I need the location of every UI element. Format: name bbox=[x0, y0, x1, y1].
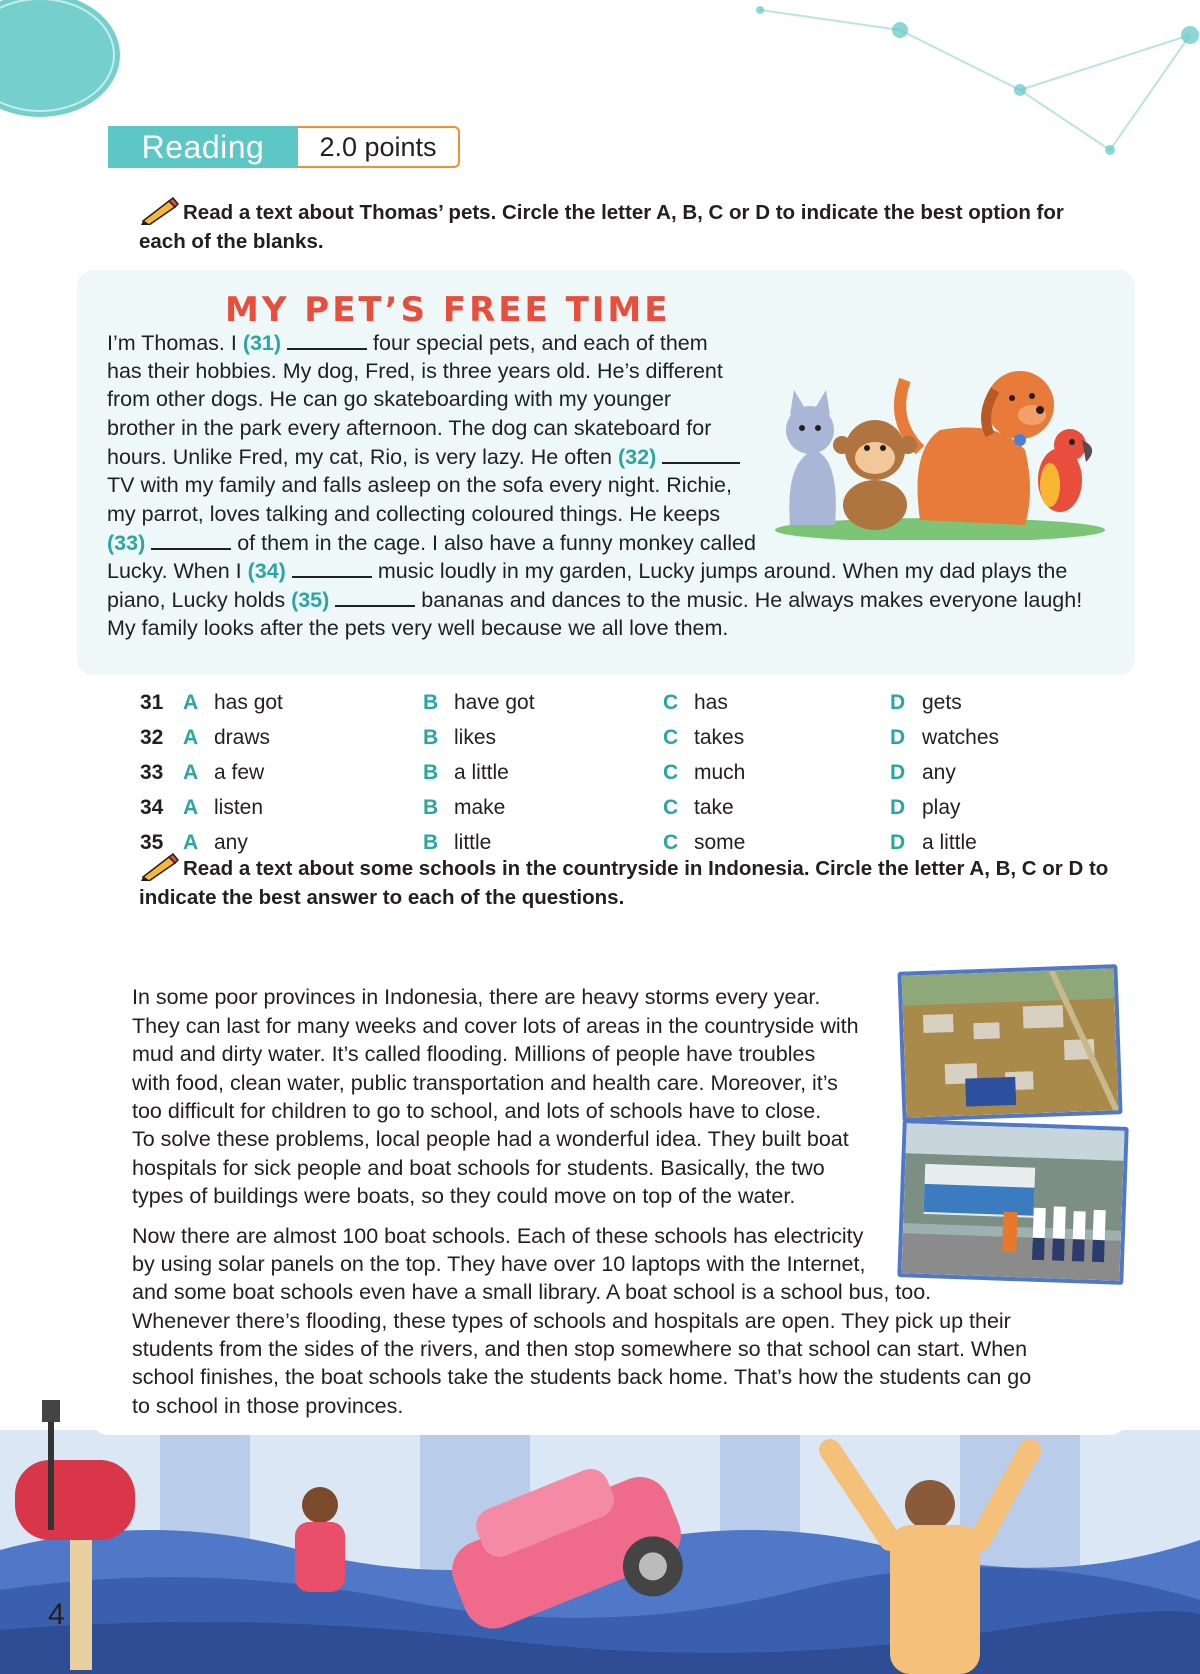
passage-1-line bbox=[107, 557, 1067, 586]
option-text[interactable]: listen bbox=[214, 796, 264, 819]
option-letter[interactable]: A bbox=[183, 796, 199, 819]
passage-1-line bbox=[107, 614, 728, 643]
option-text[interactable]: draws bbox=[214, 726, 271, 749]
question-number: 33 bbox=[140, 761, 164, 784]
passage-2-line: to school in those provinces. bbox=[132, 1394, 404, 1418]
option-letter[interactable]: A bbox=[183, 691, 199, 714]
page-number: 4 bbox=[48, 1598, 65, 1631]
line-text: has their hobbies. My dog, Fred, is three years old. He’s different bbox=[107, 359, 723, 383]
blank-number: (33) bbox=[107, 531, 146, 555]
passage-1-line bbox=[107, 529, 756, 558]
option-letter[interactable]: B bbox=[423, 796, 439, 819]
option-letter[interactable]: A bbox=[183, 831, 199, 854]
option-text[interactable]: take bbox=[694, 796, 734, 819]
passage-1-title: MY PET’S FREE TIME bbox=[225, 290, 671, 330]
option-letter[interactable]: C bbox=[663, 726, 679, 749]
option-letter[interactable]: D bbox=[890, 761, 906, 784]
option-text[interactable]: likes bbox=[454, 726, 497, 749]
line-text: from other dogs. He can go skateboarding with my younger bbox=[107, 387, 672, 411]
section-header bbox=[108, 126, 460, 168]
passage-2-line: with food, clean water, public transportation and health care. Moreover, it’s bbox=[132, 1071, 838, 1095]
question-number: 35 bbox=[140, 831, 164, 854]
passage-2-line: In some poor provinces in Indonesia, there are heavy storms every year. bbox=[132, 985, 821, 1009]
option-letter[interactable]: B bbox=[423, 726, 439, 749]
option-text[interactable]: takes bbox=[694, 726, 745, 749]
answer-blank bbox=[335, 587, 415, 607]
line-text: of them in the cage. I also have a funny monkey called bbox=[231, 531, 756, 555]
blank-number: (34) bbox=[247, 559, 286, 583]
option-letter[interactable]: D bbox=[890, 726, 906, 749]
option-letter[interactable]: B bbox=[423, 691, 439, 714]
line-text: bananas and dances to the music. He always makes everyone laugh! bbox=[415, 588, 1083, 612]
answer-blank bbox=[287, 330, 367, 350]
option-letter[interactable]: A bbox=[183, 726, 199, 749]
blank-number: (35) bbox=[291, 588, 330, 612]
passage-2-line: mud and dirty water. It’s called flooding. Millions of people have troubles bbox=[132, 1042, 816, 1066]
passage-2-line: hospitals for sick people and boat schools for students. Basically, the two bbox=[132, 1156, 825, 1180]
line-text: brother in the park every afternoon. The dog can skateboard for bbox=[107, 416, 712, 440]
boat-school-photo bbox=[897, 1119, 1128, 1285]
line-text: my parrot, loves talking and collecting coloured things. He keeps bbox=[107, 502, 721, 526]
passage-2-line: To solve these problems, local people had a wonderful idea. They built boat bbox=[132, 1127, 849, 1151]
option-text[interactable]: any bbox=[922, 761, 956, 784]
question-number: 32 bbox=[140, 726, 164, 749]
option-text[interactable]: some bbox=[694, 831, 746, 854]
instruction-1-text: Read a text about Thomas’ pets. Circle the letter A, B, C or D to indicate the best option for each of the blanks. bbox=[139, 201, 1064, 253]
option-text[interactable]: has bbox=[694, 691, 728, 714]
passage-1-line bbox=[107, 471, 737, 500]
passage-1-line bbox=[107, 414, 737, 443]
line-text: four special pets, and each of them bbox=[367, 331, 708, 355]
passage-2-line: Whenever there’s flooding, these types of schools and hospitals are open. They pick up their bbox=[132, 1309, 1011, 1333]
passage-2-line: too difficult for children to go to school, and lots of schools have to close. bbox=[132, 1099, 822, 1123]
passage-1-line bbox=[107, 385, 737, 414]
option-letter[interactable]: D bbox=[890, 796, 906, 819]
passage-1-line bbox=[107, 443, 737, 472]
option-letter[interactable]: C bbox=[663, 831, 679, 854]
instruction-2 bbox=[139, 853, 1109, 912]
line-text: TV with my family and falls asleep on the sofa every night. Richie, bbox=[107, 473, 732, 497]
option-letter[interactable]: A bbox=[183, 761, 199, 784]
line-text: piano, Lucky holds bbox=[107, 588, 292, 612]
option-letter[interactable]: C bbox=[663, 761, 679, 784]
line-text: music loudly in my garden, Lucky jumps around. When my dad plays the bbox=[371, 559, 1068, 583]
passage-2-line: Now there are almost 100 boat schools. Each of these schools has electricity bbox=[132, 1224, 864, 1248]
line-text: My family looks after the pets very well because we all love them. bbox=[107, 616, 729, 640]
blank-number: (31) bbox=[242, 331, 282, 355]
section-title: Reading bbox=[108, 126, 298, 168]
flooded-town-photo bbox=[897, 964, 1122, 1122]
answer-blank bbox=[292, 558, 372, 578]
option-text[interactable]: little bbox=[454, 831, 492, 854]
answer-blank bbox=[662, 444, 740, 464]
passage-1-line bbox=[107, 586, 1082, 615]
pencil-icon bbox=[139, 197, 179, 225]
passage-1-line bbox=[107, 329, 737, 358]
passage-1-line bbox=[107, 500, 737, 529]
passage-2-line: They can last for many weeks and cover lots of areas in the countryside with bbox=[132, 1014, 859, 1038]
passage-2-line: students from the sides of the rivers, and then stop somewhere so that school can start. When bbox=[132, 1337, 1028, 1361]
question-number: 34 bbox=[140, 796, 164, 819]
option-text[interactable]: gets bbox=[922, 691, 962, 714]
option-text[interactable]: a little bbox=[454, 761, 509, 784]
instruction-2-text: Read a text about some schools in the countryside in Indonesia. Circle the letter A, B, C or D to indicate the best answer to each of the questions. bbox=[139, 857, 1109, 909]
passage-2-line: school finishes, the boat schools take the students back home. That’s how the students can go bbox=[132, 1365, 1032, 1389]
option-text[interactable]: has got bbox=[214, 691, 283, 714]
option-text[interactable]: any bbox=[214, 831, 248, 854]
option-letter[interactable]: D bbox=[890, 691, 906, 714]
question-number: 31 bbox=[140, 691, 164, 714]
option-text[interactable]: much bbox=[694, 761, 746, 784]
pencil-icon bbox=[139, 853, 179, 881]
line-text: Lucky. When I bbox=[107, 559, 248, 583]
section-points: 2.0 points bbox=[298, 126, 460, 168]
line-text: I’m Thomas. I bbox=[107, 331, 243, 355]
pets-illustration bbox=[770, 360, 1110, 540]
option-text[interactable]: a little bbox=[922, 831, 977, 854]
option-letter[interactable]: C bbox=[663, 796, 679, 819]
answer-blank bbox=[151, 530, 231, 550]
line-text: hours. Unlike Fred, my cat, Rio, is very lazy. He often bbox=[107, 445, 618, 469]
option-letter[interactable]: D bbox=[890, 831, 906, 854]
blank-number: (32) bbox=[618, 445, 657, 469]
passage-2-line: and some boat schools even have a small library. A boat school is a school bus, too. bbox=[132, 1280, 932, 1304]
option-text[interactable]: a few bbox=[214, 761, 265, 784]
passage-2-line: by using solar panels on the top. They have over 10 laptops with the Internet, bbox=[132, 1252, 866, 1276]
option-letter[interactable]: B bbox=[423, 831, 439, 854]
option-text[interactable]: have got bbox=[454, 691, 535, 714]
option-text[interactable]: watches bbox=[922, 726, 1000, 749]
option-letter[interactable]: B bbox=[423, 761, 439, 784]
instruction-1 bbox=[139, 197, 1109, 256]
option-text[interactable]: play bbox=[922, 796, 961, 819]
option-text[interactable]: make bbox=[454, 796, 506, 819]
passage-1-line bbox=[107, 357, 737, 386]
option-letter[interactable]: C bbox=[663, 691, 679, 714]
passage-2-line: types of buildings were boats, so they could move on top of the water. bbox=[132, 1184, 796, 1208]
